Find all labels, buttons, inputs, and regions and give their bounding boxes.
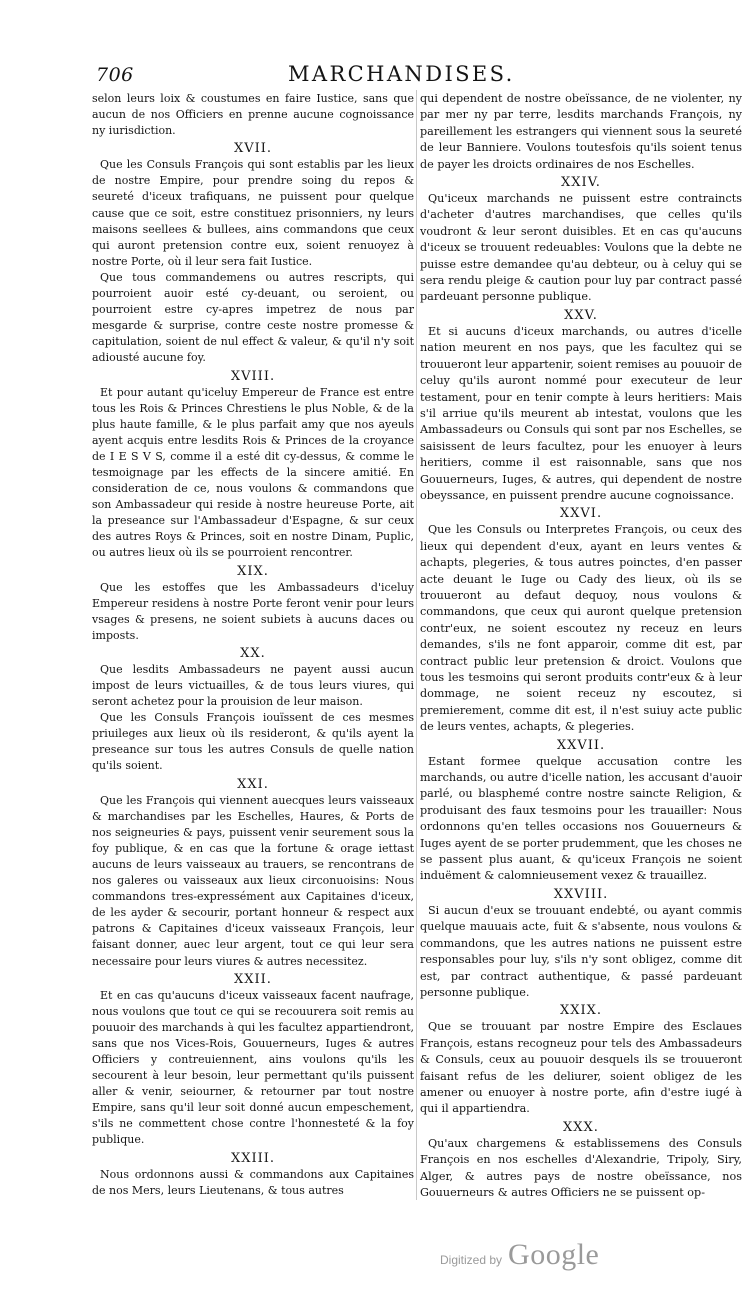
- article-numeral: XXV.: [564, 307, 598, 323]
- article-paragraph: Que lesdits Ambassadeurs ne payent aussi aucun impost de leurs victuailles, & de tous leurs viures, qui seront achetez pour la prouision de leur maison.: [92, 662, 414, 709]
- article-numeral: XVII.: [233, 141, 273, 157]
- article-numeral: XIX.: [237, 563, 269, 579]
- article-paragraph: Que les Consuls François qui sont establis par les lieux de nostre Empire, pour prendre soing du repos & seureté d'iceux trafiquans, ne puissent pour quelque cause que ce soit, estre constituez prisonniers, ny leurs maisons seellees & bullees, ains commandons que ceux qui auront pretension contre eux, soient renuoyez à nostre Porte, où il leur sera fait Iustice.: [92, 158, 414, 268]
- article-numeral: XXII.: [234, 971, 272, 987]
- article-numeral: XXVIII.: [553, 886, 609, 902]
- article-paragraph: Nous ordonnons aussi & commandons aux Capitaines de nos Mers, leurs Lieutenans, & tous autres: [92, 1167, 414, 1197]
- page-number: 706: [96, 64, 134, 86]
- article-numeral: XXIII.: [230, 1150, 276, 1166]
- article-paragraph: Que les Consuls ou Interpretes François, ou ceux des lieux qui dependent d'eux, ayant en leurs ventes & achapts, plegeries, & tous autres poinctes, d'en passer acte deuant le Iuge ou Cady des lieux, où ils se trouueront au defaut dequoy, nous voulons & commandons, que ceux qui auront quelque pretension contr'eux, ne soient escoutez ny receuz en leurs demandes, s'ils ne font apparoir, comme dit est, par contract public leur pretension & droict. Voulons que tous les tesmoins qui seront produits contr'eux & à leur dommage, ne soient receuz ny escoutez, si premierement, comme dit est, il n'est suiuy acte public de leurs ventes, achapts, & plegeries.: [420, 523, 742, 734]
- article-paragraph: Qu'iceux marchands ne puissent estre contraincts d'acheter d'autres marchandises, que celles qu'ils voudront & leur seront duisibles. Et en cas qu'aucuns d'iceux se trouuent redeuables: Voulons que la debte ne puisse estre demandee qu'au debteur, ou à celuy qui se sera rendu pleige & caution pour luy par contract passé pardeuant personne publique.: [420, 192, 742, 304]
- article-paragraph: Et pour autant qu'iceluy Empereur de France est entre tous les Rois & Princes Chrestiens le plus Noble, & de la plus haute famille, & le plus parfait amy que nos ayeuls ayent acquis entre lesdits Rois & Princes de la croyance de I E S V S, comme il a esté dit cy-dessus, & comme le tesmoignage par les effects de la sincere amitié. En consideration de ce, nous voulons & commandons que son Ambassadeur qui reside à nostre heureuse Porte, ait la preseance sur l'Ambassadeur d'Espagne, & sur ceux des autres Roys & Princes, soit en nostre Dinam, Puplic, ou autres lieux où ils se pourroient rencontrer.: [92, 385, 414, 560]
- digitized-watermark: [440, 1238, 599, 1272]
- article-paragraph: Que tous commandemens ou autres rescripts, qui pourroient auoir esté cy-deuant, ou seroient, ou pourroient estre cy-apres impetrez de nous par mesgarde & surprise, contre ceste nostre promesse & capitulation, soient de nul effect & valeur, & qu'il n'y soit adiousté aucune foy.: [92, 270, 414, 365]
- article-numeral: XXVII.: [556, 737, 606, 753]
- article-numeral: XXIV.: [561, 175, 601, 191]
- running-title: MARCHANDISES.: [288, 62, 515, 86]
- left-column: [92, 91, 414, 1199]
- article-numeral: XVIII.: [230, 368, 276, 384]
- article-numeral: XXX.: [563, 1119, 599, 1135]
- article-paragraph: Et si aucuns d'iceux marchands, ou autres d'icelle nation meurent en nos pays, que les facultez qui se trouueront leur appartenir, soient remises au pouuoir de celuy qu'ils auront nommé pour executeur de leur testament, pour en tenir compte à leurs heritiers: Mais s'il arriue qu'ils meurent ab intestat, voulons que les Ambassadeurs ou Consuls qui sont par nos Eschelles, se saisissent de leurs facultez, pour les enuoyer à leurs heritiers, comme il est raisonnable, sans que nos Gouuerneurs, Iuges, & autres, qui dependent de nostre obeyssance, en puissent prendre aucune cognoissance.: [420, 324, 742, 502]
- article-paragraph: Qu'aux chargemens & establissemens des Consuls François en nos eschelles d'Alexandrie, Tripoly, Siry, Alger, & autres pays de nostre obeïssance, nos Gouuerneurs & autres Officiers ne se puissent op-: [420, 1136, 742, 1199]
- column-divider: [416, 90, 417, 1200]
- article-numeral: XXVI.: [559, 506, 603, 522]
- google-logo: Google: [508, 1238, 600, 1271]
- article-paragraph: Que les François qui viennent auecques leurs vaisseaux & marchandises par les Eschelles, Haures, & Ports de nos seigneuries & pays, puissent venir seurement sous la foy publique, & en cas que la fortune & orage iettast aucuns de leurs vaisseaux au trauers, se rencontrans de nos galeres ou vaisseaux aux lieux circonuoisins: Nous commandons tres-expressément aux Capitaines d'iceux, de les ayder & secourir, portant honneur & respect aux patrons & Capitaines d'iceux vaisseaux François, leur faisant donner, auec leur argent, tout ce qui leur sera necessaire pour leurs viures & autres necessitez.: [92, 793, 414, 968]
- article-paragraph: Et en cas qu'aucuns d'iceux vaisseaux facent naufrage, nous voulons que tout ce qui se recouurera soit remis au pouuoir des marchands à qui les facultez appartiendront, sans que nos Vices-Rois, Gouuerneurs, Iuges & autres Officiers y contreuiennent, ains voulons qu'ils les secourent à leur besoin, leur permettant qu'ils puissent aller & venir, seiourner, & retourner par tout nostre Empire, sans qu'il leur soit donné aucun empeschement, s'ils ne commettent chose contre l'honnesteté & la foy publique.: [92, 988, 414, 1147]
- article-numeral: XXIX.: [559, 1003, 603, 1019]
- article-paragraph: Estant formee quelque accusation contre les marchands, ou autre d'icelle nation, les accusant d'auoir parlé, ou blasphemé contre nostre saincte Religion, & produisant des faux tesmoins pour les trauailler: Nous ordonnons qu'en telles occasions nos Gouuerneurs & Iuges ayent de se porter prudemment, que les choses ne se passent plus auant, & qu'iceux François ne soient induëment & calomnieusement vexez & trauaillez.: [420, 754, 742, 883]
- article-paragraph: Que se trouuant par nostre Empire des Esclaues François, estans recogneuz pour tels des Ambassadeurs & Consuls, ceux au pouuoir desquels ils se trouueront faisant refus de les deliurer, soient obligez de les amener ou enuoyer à nostre porte, afin d'estre iugé à qui il appartiendra.: [420, 1020, 742, 1116]
- watermark-prefix: Digitized by: [440, 1253, 503, 1267]
- article-numeral: XX.: [240, 645, 266, 661]
- article-paragraph: selon leurs loix & coustumes en faire Iustice, sans que aucun de nos Officiers en prenne aucune cognoissance ny iurisdiction.: [92, 92, 414, 138]
- article-paragraph: Que les estoffes que les Ambassadeurs d'iceluy Empereur residens à nostre Porte feront venir pour leurs vsages & presens, ne soient subiets à aucuns daces ou imposts.: [92, 580, 414, 642]
- article-paragraph: qui dependent de nostre obeïssance, de ne violenter, ny par mer ny par terre, lesdits marchands François, ny pareillement les estrangers qui viennent sous la seureté de leur Banniere. Voulons toutesfois qu'ils soient tenus de payer les droicts ordinaires de nos Eschelles.: [420, 92, 742, 171]
- article-paragraph: Que les Consuls François iouïssent de ces mesmes priuileges aux lieux où ils resideront, & qu'ils ayent la preseance sur tous les autres Consuls de quelle nation qu'ils soient.: [92, 711, 414, 773]
- article-paragraph: Si aucun d'eux se trouuant endebté, ou ayant commis quelque mauuais acte, fuit & s'absente, nous voulons & commandons, que les autres nations ne puissent estre responsables pour luy, s'ils n'y sont obligez, comme dit est, par contract authentique, & passé pardeuant personne publique.: [420, 903, 742, 999]
- right-column: [420, 91, 742, 1201]
- article-numeral: XXI.: [237, 776, 269, 792]
